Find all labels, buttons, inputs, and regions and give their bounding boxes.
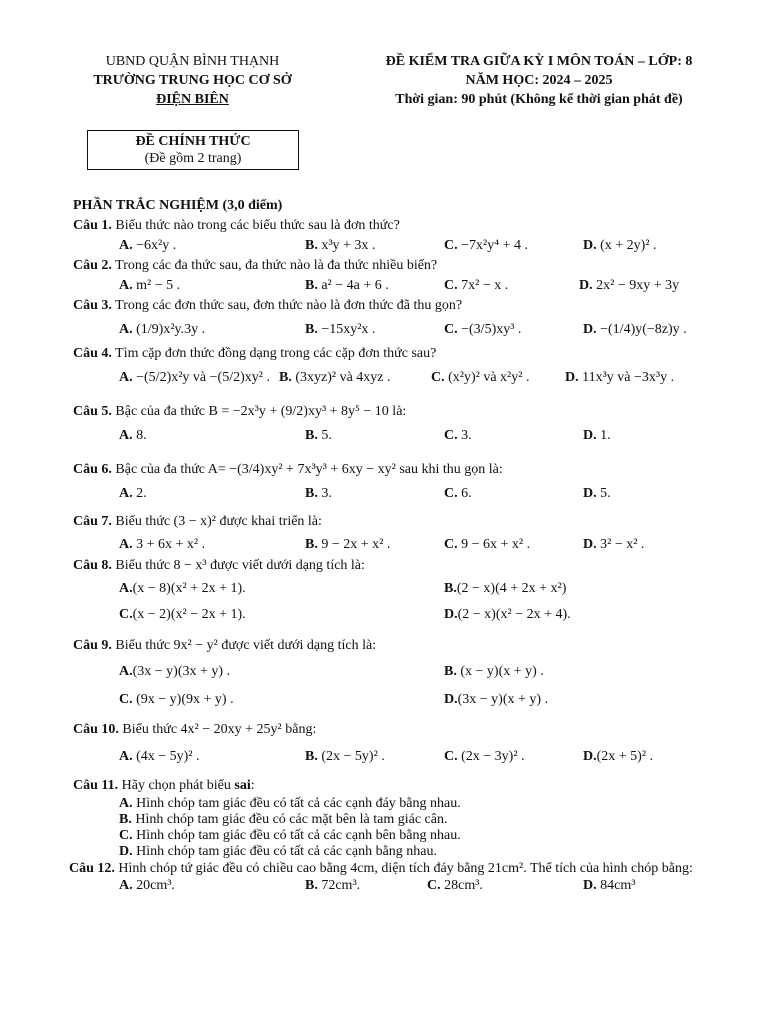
question-label: Câu 1. (73, 218, 112, 233)
question-11 (73, 776, 713, 796)
exam-title: ĐỀ KIỂM TRA GIỮA KỲ I MÔN TOÁN – LỚP: 8 (385, 54, 693, 69)
option-c[interactable]: C.(x − 2)(x² − 2x + 1). (119, 607, 246, 622)
option-c[interactable]: C. 28cm³. (427, 878, 483, 893)
question-8 (73, 556, 713, 576)
option-c[interactable]: C. 3. (444, 428, 472, 443)
option-c[interactable]: C. (9x − y)(9x + y) . (119, 692, 234, 707)
question-1 (73, 216, 713, 236)
question-text-suffix: : (250, 778, 255, 793)
question-3 (73, 296, 713, 316)
page-count-note: (Đề gồm 2 trang) (144, 151, 242, 166)
option-b[interactable]: B. x³y + 3x . (305, 238, 376, 253)
section-title: PHẦN TRẮC NGHIỆM (3,0 điểm) (73, 198, 283, 213)
option-d[interactable]: D. 11x³y và −3x³y . (565, 370, 675, 385)
option-a[interactable]: A. (1/9)x²y.3y . (119, 322, 206, 337)
option-a[interactable]: A. −6x²y . (119, 238, 177, 253)
option-a[interactable]: A. 3 + 6x + x² . (119, 537, 206, 552)
question-label: Câu 9. (73, 638, 112, 653)
options-row (73, 602, 713, 628)
question-4 (73, 344, 713, 364)
school-name: ĐIỆN BIÊN (156, 92, 229, 107)
option-a[interactable]: A. m² − 5 . (119, 278, 181, 293)
option-a[interactable]: A. (4x − 5y)² . (119, 749, 200, 764)
options-row (73, 484, 713, 504)
options-row (73, 534, 713, 556)
option-a[interactable]: A. −(5/2)x²y và −(5/2)xy² . (119, 370, 270, 385)
option-b[interactable]: B.(2 − x)(4 + 2x + x²) (444, 581, 567, 596)
option-b[interactable]: B. 72cm³. (305, 878, 361, 893)
question-text: Biểu thức 8 − x³ được viết dưới dạng tích là: (115, 558, 365, 573)
option-c[interactable]: C. Hình chóp tam giác đều có tất cả các cạnh bên bằng nhau. (119, 828, 461, 843)
question-text: Biểu thức 4x² − 20xy + 25y² bằng: (122, 722, 317, 737)
options-row (73, 236, 713, 256)
question-5 (73, 398, 713, 426)
option-d[interactable]: D.(3x − y)(x + y) . (444, 692, 549, 707)
option-c[interactable]: C. 6. (444, 486, 472, 501)
option-d[interactable]: D.(2 − x)(x² − 2x + 4). (444, 607, 571, 622)
option-a[interactable]: A. 2. (119, 486, 147, 501)
options-row (73, 316, 713, 344)
question-label: Câu 10. (73, 722, 119, 737)
exam-duration: Thời gian: 90 phút (Không kể thời gian phát đề) (395, 92, 683, 107)
option-c[interactable]: C. 7x² − x . (444, 278, 509, 293)
option-a[interactable]: A. 20cm³. (119, 878, 175, 893)
option-c[interactable]: C. (2x − 3y)² . (444, 749, 525, 764)
school-header (60, 52, 325, 109)
question-10 (73, 718, 713, 742)
option-b[interactable]: B. 3. (305, 486, 332, 501)
school-type: TRƯỜNG TRUNG HỌC CƠ SỞ (93, 73, 292, 88)
question-text: Tìm cặp đơn thức đồng dạng trong các cặp đơn thức sau? (115, 346, 437, 361)
option-d[interactable]: D. 84cm³ (583, 878, 636, 893)
option-c[interactable]: C. 9 − 6x + x² . (444, 537, 531, 552)
question-text: Hình chóp tứ giác đều có chiều cao bằng 4cm, diện tích đáy bằng 21cm². Thể tích của hình chóp bằng: (118, 861, 693, 876)
official-exam-box (87, 130, 299, 170)
option-b[interactable]: B. (2x − 5y)² . (305, 749, 385, 764)
question-text-emphasis: sai (234, 778, 251, 793)
option-b[interactable]: B. 5. (305, 428, 332, 443)
question-text: Biểu thức nào trong các biểu thức sau là đơn thức? (115, 218, 400, 233)
option-b[interactable]: B. Hình chóp tam giác đều có các mặt bên là tam giác cân. (119, 812, 448, 827)
district-name: UBND QUẬN BÌNH THẠNH (105, 54, 280, 69)
question-7 (73, 510, 713, 534)
option-c[interactable]: C. (x²y)² và x²y² . (431, 370, 530, 385)
options-row (73, 576, 713, 602)
options-row (73, 426, 713, 446)
option-b[interactable]: B. 9 − 2x + x² . (305, 537, 391, 552)
question-label: Câu 11. (73, 778, 119, 793)
question-label: Câu 7. (73, 514, 112, 529)
exam-header (330, 52, 748, 109)
options-row (73, 658, 713, 686)
option-d[interactable]: D.(2x + 5)² . (583, 749, 654, 764)
option-b[interactable]: B. (3xyz)² và 4xyz . (279, 370, 391, 385)
question-text: Biểu thức 9x² − y² được viết dưới dạng tích là: (115, 638, 377, 653)
question-text: Biểu thức (3 − x)² được khai triển là: (115, 514, 322, 529)
question-label: Câu 2. (73, 258, 112, 273)
option-d[interactable]: D. Hình chóp tam giác đều có tất cả các cạnh bằng nhau. (119, 844, 437, 859)
question-9 (73, 634, 713, 658)
option-a[interactable]: A. 8. (119, 428, 147, 443)
exam-content (69, 196, 713, 895)
question-12 (69, 860, 717, 877)
question-text: Bậc của đa thức B = −2x³y + (9/2)xy³ + 8y⁵ − 10 là: (115, 404, 407, 419)
question-label: Câu 3. (73, 298, 112, 313)
question-text: Trong các đơn thức sau, đơn thức nào là đơn thức đã thu gọn? (115, 298, 463, 313)
question-label: Câu 4. (73, 346, 112, 361)
question-label: Câu 8. (73, 558, 112, 573)
official-exam-title: ĐỀ CHÍNH THỨC (135, 134, 251, 149)
question-label: Câu 12. (69, 861, 115, 876)
option-a[interactable]: A.(x − 8)(x² + 2x + 1). (119, 581, 246, 596)
question-text: Trong các đa thức sau, đa thức nào là đa thức nhiều biến? (115, 258, 438, 273)
option-d[interactable]: D. −(1/4)y(−8z)y . (583, 322, 687, 337)
option-b[interactable]: B. (x − y)(x + y) . (444, 664, 544, 679)
question-label: Câu 5. (73, 404, 112, 419)
options-row (73, 877, 713, 895)
option-c[interactable]: C. −(3/5)xy³ . (444, 322, 522, 337)
school-year: NĂM HỌC: 2024 – 2025 (465, 73, 613, 88)
option-d[interactable]: D. 5. (583, 486, 611, 501)
option-b[interactable]: B. a² − 4a + 6 . (305, 278, 389, 293)
question-6 (73, 456, 713, 484)
question-text-prefix: Hãy chọn phát biểu (121, 778, 235, 793)
option-d[interactable]: D. 1. (583, 428, 611, 443)
question-text: Bậc của đa thức A= −(3/4)xy² + 7x³y³ + 6xy − xy² sau khi thu gọn là: (115, 462, 503, 477)
question-label: Câu 6. (73, 462, 112, 477)
options-row (73, 742, 713, 772)
options-row (73, 276, 713, 296)
option-d[interactable]: D. (x + 2y)² . (583, 238, 657, 253)
option-b[interactable]: B. −15xy²x . (305, 322, 376, 337)
option-c[interactable]: C. −7x²y⁴ + 4 . (444, 238, 528, 253)
option-d[interactable]: D. 3² − x² . (583, 537, 645, 552)
options-row (73, 686, 713, 714)
question-2 (73, 256, 713, 276)
option-a[interactable]: A.(3x − y)(3x + y) . (119, 664, 231, 679)
options-row (73, 364, 713, 392)
option-a[interactable]: A. Hình chóp tam giác đều có tất cả các cạnh đáy bằng nhau. (119, 796, 461, 811)
option-d[interactable]: D. 2x² − 9xy + 3y (579, 278, 680, 293)
